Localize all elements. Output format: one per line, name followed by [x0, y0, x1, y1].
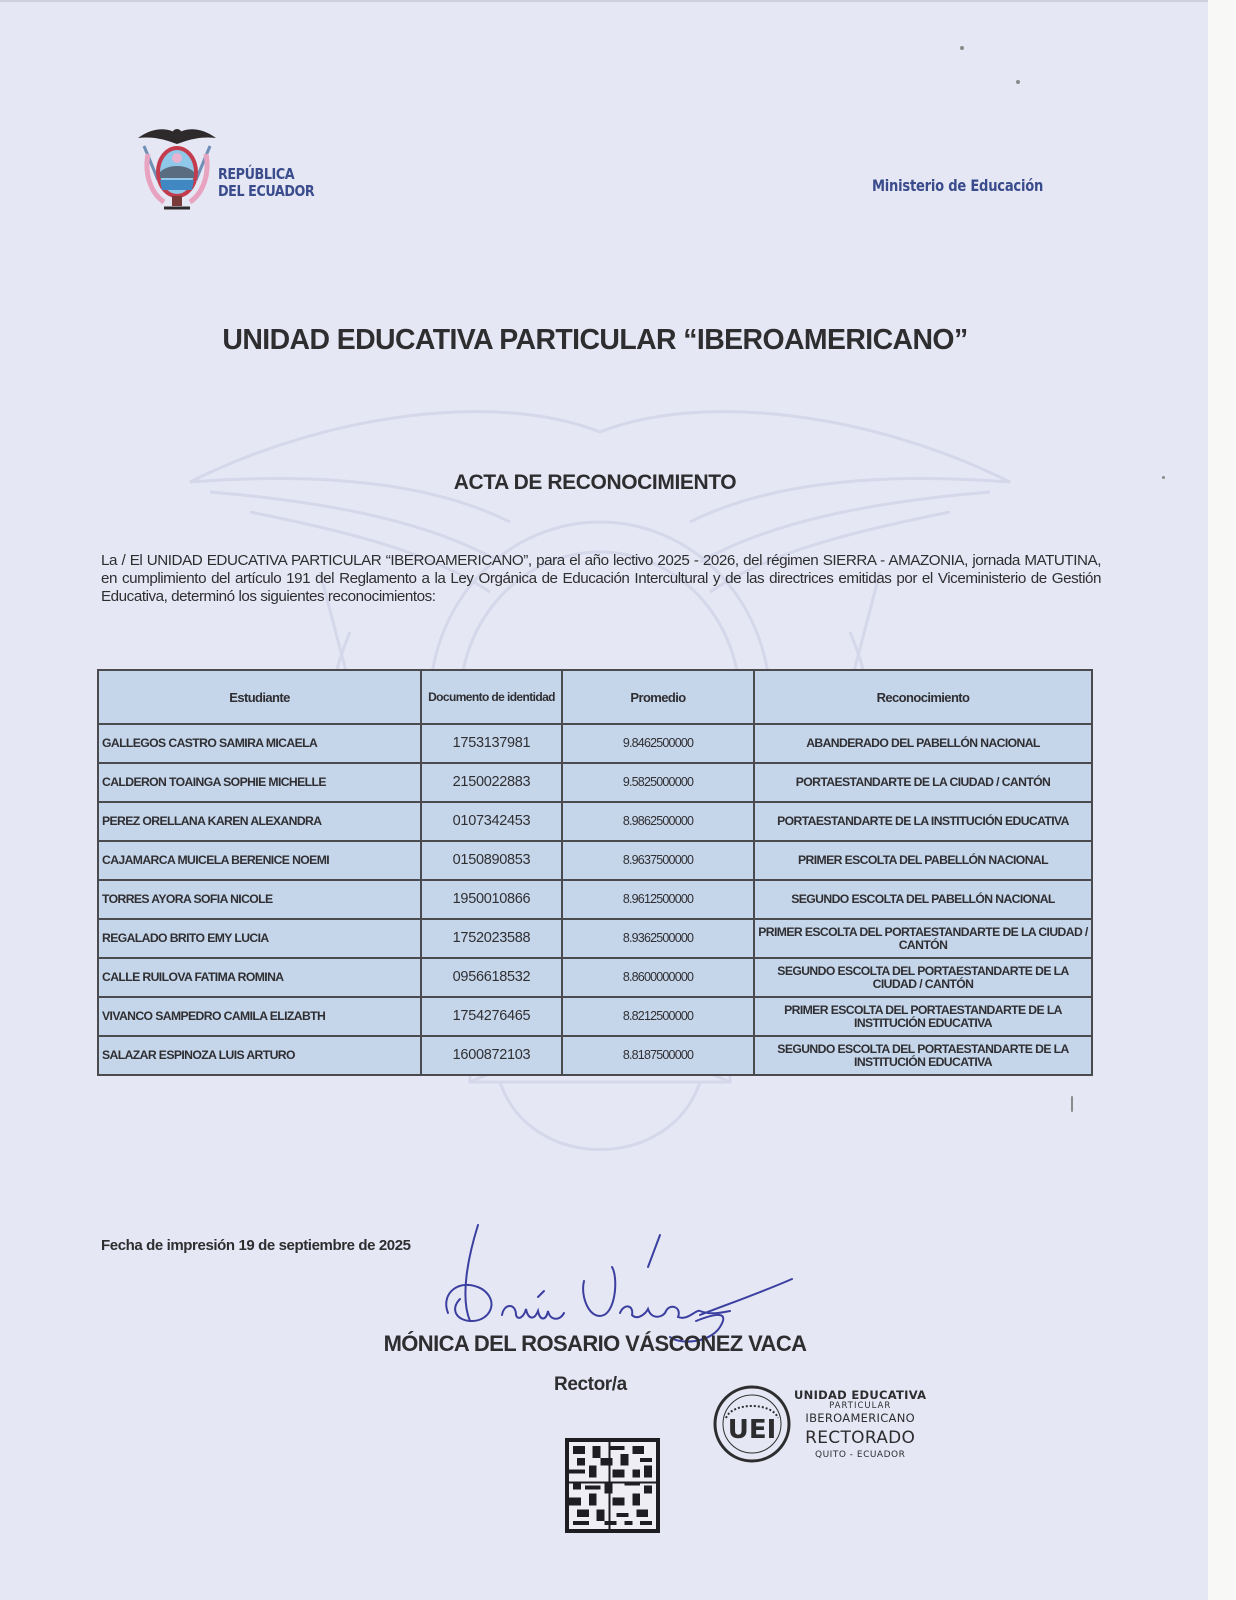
scanner-margin [1208, 0, 1236, 1600]
header-id-document: Documento de identidad [421, 670, 562, 724]
table-row [98, 1036, 1092, 1075]
student-average: 8.9862500000 [562, 802, 754, 841]
table-row [98, 763, 1092, 802]
header-recognition: Reconocimiento [754, 670, 1092, 724]
republic-logo [134, 120, 331, 216]
qr-code-icon [565, 1438, 660, 1533]
student-average: 8.8187500000 [562, 1036, 754, 1075]
table-row [98, 958, 1092, 997]
student-average: 8.9362500000 [562, 919, 754, 958]
table-row [98, 997, 1092, 1036]
student-id: 0150890853 [421, 841, 562, 880]
student-recognition: PRIMER ESCOLTA DEL PABELLÓN NACIONAL [754, 841, 1092, 880]
student-recognition: PORTAESTANDARTE DE LA INSTITUCIÓN EDUCATIVA [754, 802, 1092, 841]
institution-seal-icon [712, 1384, 792, 1464]
student-recognition: SEGUNDO ESCOLTA DEL PABELLÓN NACIONAL [754, 880, 1092, 919]
student-id: 0107342453 [421, 802, 562, 841]
student-id: 1950010866 [421, 880, 562, 919]
student-average: 9.8462500000 [562, 724, 754, 763]
act-title: ACTA DE RECONOCIMIENTO [453, 471, 737, 494]
student-average: 8.9612500000 [562, 880, 754, 919]
stamp-text: UNIDAD EDUCATIVA PARTICULAR IBEROAMERICANO RECTORADO QUITO - ECUADOR [794, 1388, 927, 1460]
student-name: SALAZAR ESPINOZA LUIS ARTURO [98, 1036, 421, 1075]
republic-name: REPÚBLICA DEL ECUADOR [218, 165, 315, 200]
student-name: REGALADO BRITO EMY LUCIA [98, 919, 421, 958]
student-recognition: PRIMER ESCOLTA DEL PORTAESTANDARTE DE LA INSTITUCIÓN EDUCATIVA [754, 997, 1092, 1036]
student-recognition: ABANDERADO DEL PABELLÓN NACIONAL [754, 724, 1092, 763]
student-recognition: PRIMER ESCOLTA DEL PORTAESTANDARTE DE LA CIUDAD / CANTÓN [754, 919, 1092, 958]
student-id: 1753137981 [421, 724, 562, 763]
ecuador-coat-of-arms-icon [134, 120, 220, 216]
table-row [98, 841, 1092, 880]
student-name: PEREZ ORELLANA KAREN ALEXANDRA [98, 802, 421, 841]
table-header-row [98, 670, 1092, 724]
svg-text:UEI: UEI [727, 1415, 777, 1445]
header-student: Estudiante [98, 670, 421, 724]
student-id: 1752023588 [421, 919, 562, 958]
student-average: 8.8212500000 [562, 997, 754, 1036]
signer-role: Rector/a [554, 1374, 627, 1395]
student-id: 2150022883 [421, 763, 562, 802]
table-row [98, 724, 1092, 763]
student-recognition: SEGUNDO ESCOLTA DEL PORTAESTANDARTE DE LA INSTITUCIÓN EDUCATIVA [754, 1036, 1092, 1075]
institution-title: UNIDAD EDUCATIVA PARTICULAR “IBEROAMERICANO” [222, 324, 968, 356]
student-name: GALLEGOS CASTRO SAMIRA MICAELA [98, 724, 421, 763]
ministry-name: Ministerio de Educación [872, 176, 1044, 195]
print-date: Fecha de impresión 19 de septiembre de 2025 [101, 1237, 411, 1254]
table-row [98, 802, 1092, 841]
student-id: 1754276465 [421, 997, 562, 1036]
header-average: Promedio [562, 670, 754, 724]
student-name: TORRES AYORA SOFIA NICOLE [98, 880, 421, 919]
student-average: 8.8600000000 [562, 958, 754, 997]
student-recognition: SEGUNDO ESCOLTA DEL PORTAESTANDARTE DE LA CIUDAD / CANTÓN [754, 958, 1092, 997]
signer-name: MÓNICA DEL ROSARIO VÁSCONEZ VACA [383, 1331, 807, 1356]
table-row [98, 919, 1092, 958]
student-recognition: PORTAESTANDARTE DE LA CIUDAD / CANTÓN [754, 763, 1092, 802]
student-name: VIVANCO SAMPEDRO CAMILA ELIZABTH [98, 997, 421, 1036]
recognition-table [97, 669, 1093, 1076]
handwritten-signature [420, 1217, 800, 1347]
institution-stamp [712, 1384, 926, 1464]
table-row [98, 880, 1092, 919]
student-average: 8.9637500000 [562, 841, 754, 880]
student-name: CAJAMARCA MUICELA BERENICE NOEMI [98, 841, 421, 880]
student-id: 0956618532 [421, 958, 562, 997]
student-name: CALDERON TOAINGA SOPHIE MICHELLE [98, 763, 421, 802]
student-name: CALLE RUILOVA FATIMA ROMINA [98, 958, 421, 997]
student-id: 1600872103 [421, 1036, 562, 1075]
student-average: 9.5825000000 [562, 763, 754, 802]
intro-paragraph: La / El UNIDAD EDUCATIVA PARTICULAR “IBEROAMERICANO”, para el año lectivo 2025 - 2026, del régimen SIERRA - AMAZONIA, jornada MATUTINA, en cumplimiento del artículo 191 del Reglamento a la Ley Orgánica de Educación Intercultural y de las directrices emitidas por el Viceministerio de Gestión Educativa, determinó los siguientes reconocimientos: [101, 552, 1101, 605]
